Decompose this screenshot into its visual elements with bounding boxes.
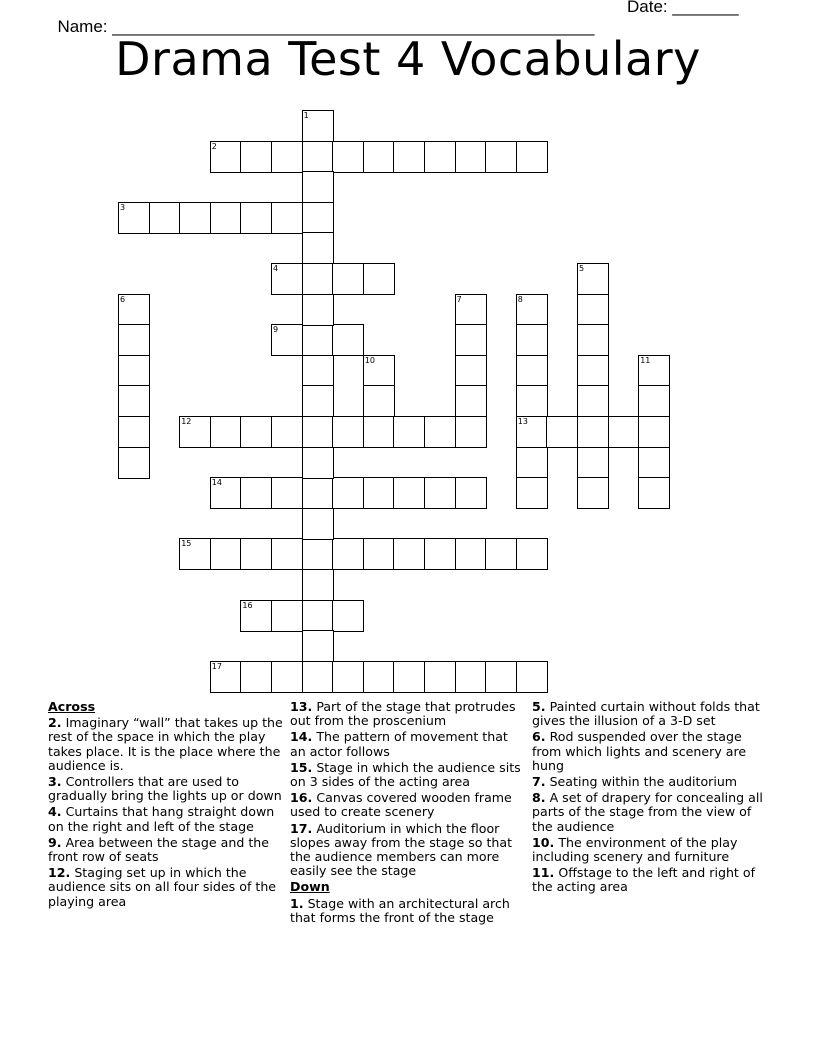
grid-cell[interactable] (240, 538, 272, 570)
grid-cell[interactable] (577, 324, 609, 356)
grid-cell[interactable] (393, 416, 425, 448)
clue-item (290, 822, 526, 879)
name-blank[interactable]: ___________________________________________________ (112, 17, 595, 36)
grid-cell[interactable] (516, 355, 548, 387)
grid-cell[interactable] (363, 263, 395, 295)
grid-cell[interactable] (271, 202, 303, 234)
cell-number: 16 (242, 600, 253, 610)
grid-cell[interactable] (179, 416, 211, 448)
grid-cell[interactable] (363, 385, 395, 417)
grid-cell[interactable] (455, 141, 487, 173)
grid-cell[interactable] (302, 263, 334, 295)
grid-cell[interactable] (455, 294, 487, 326)
grid-cell[interactable] (332, 477, 364, 509)
cell-number: 10 (364, 355, 375, 365)
grid-cell[interactable] (332, 538, 364, 570)
grid-cell[interactable] (485, 661, 517, 693)
clue-item (532, 775, 768, 789)
across-clue-list-1 (48, 716, 284, 909)
clue-number: 14. (290, 729, 313, 745)
grid-cell[interactable] (393, 538, 425, 570)
grid-cell[interactable] (424, 661, 456, 693)
grid-cell[interactable] (302, 110, 334, 142)
grid-cell[interactable] (302, 416, 334, 448)
clue-text: Area between the stage and the front row of seats (48, 834, 270, 865)
clue-number: 4. (48, 804, 62, 820)
grid-cell[interactable] (118, 447, 150, 479)
grid-cell[interactable] (455, 385, 487, 417)
clue-item (290, 761, 526, 789)
clue-text: Curtains that hang straight down on the right and left of the stage (48, 804, 275, 834)
grid-cell[interactable] (302, 447, 334, 479)
clue-item (532, 700, 768, 728)
grid-cell[interactable] (516, 661, 548, 693)
grid-cell[interactable] (608, 416, 640, 448)
grid-cell[interactable] (363, 416, 395, 448)
cell-number: 13 (517, 417, 528, 426)
clue-number: 7. (532, 774, 546, 790)
clue-text: Seating within the auditorium (545, 774, 738, 790)
grid-cell[interactable] (179, 538, 211, 570)
cell-number: 1 (303, 111, 309, 120)
grid-cell[interactable] (393, 477, 425, 509)
page-title: Drama Test 4 Vocabulary (115, 32, 701, 86)
grid-cell[interactable] (271, 538, 303, 570)
grid-cell[interactable] (424, 416, 456, 448)
clue-text: A set of drapery for concealing all parts of the stage from the view of the audience (532, 790, 763, 834)
clue-number: 8. (532, 790, 546, 806)
grid-cell[interactable] (302, 385, 334, 417)
grid-cell[interactable] (577, 447, 609, 479)
cell-number: 5 (579, 264, 585, 273)
grid-cell[interactable] (210, 202, 242, 234)
cell-number: 2 (211, 141, 217, 151)
clue-item (48, 775, 284, 803)
grid-cell[interactable] (271, 324, 303, 356)
grid-cell[interactable] (485, 538, 517, 570)
grid-cell[interactable] (363, 355, 395, 387)
clue-number: 5. (532, 699, 546, 714)
clue-column-3 (532, 700, 768, 897)
grid-cell[interactable] (516, 538, 548, 570)
clue-column-2 (290, 700, 526, 927)
clue-item (532, 730, 768, 773)
grid-cell[interactable] (577, 263, 609, 295)
clue-item (532, 836, 768, 864)
grid-cell[interactable] (638, 355, 670, 387)
grid-cell[interactable] (516, 294, 548, 326)
grid-cell[interactable] (302, 232, 334, 264)
grid-cell[interactable] (332, 263, 364, 295)
grid-cell[interactable] (302, 538, 334, 570)
grid-cell[interactable] (455, 324, 487, 356)
grid-cell[interactable] (118, 324, 150, 356)
grid-cell[interactable] (363, 538, 395, 570)
grid-cell[interactable] (302, 477, 334, 509)
grid-cell[interactable] (516, 385, 548, 417)
grid-cell[interactable] (210, 661, 242, 693)
cell-number: 11 (640, 355, 651, 365)
grid-cell[interactable] (210, 141, 242, 173)
name-label: Name: (57, 17, 108, 36)
grid-cell[interactable] (302, 355, 334, 387)
grid-cell[interactable] (302, 141, 334, 173)
clue-text: The pattern of movement that an actor follows (290, 729, 508, 759)
clue-text: Staging set up in which the audience sits on all four sides of the playing area (48, 865, 277, 909)
clue-text: Rod suspended over the stage from which lights and scenery are hung (532, 729, 747, 773)
cell-number: 7 (456, 294, 462, 304)
clue-text: Painted curtain without folds that gives the illusion of a 3-D set (532, 699, 760, 729)
date-blank[interactable]: _______ (672, 0, 739, 16)
clue-number: 13. (290, 699, 313, 714)
down-heading: Down (290, 879, 330, 895)
clue-number: 1. (290, 895, 304, 911)
clue-text: The environment of the play including scenery and furniture (532, 834, 738, 865)
clue-number: 9. (48, 834, 62, 850)
grid-cell[interactable] (485, 141, 517, 173)
grid-cell[interactable] (332, 661, 364, 693)
grid-cell[interactable] (240, 202, 272, 234)
grid-cell[interactable] (271, 141, 303, 173)
grid-cell[interactable] (302, 324, 334, 356)
grid-cell[interactable] (271, 600, 303, 632)
grid-cell[interactable] (271, 263, 303, 295)
clue-number: 15. (290, 759, 313, 775)
clue-item (290, 700, 526, 728)
clue-number: 2. (48, 715, 62, 731)
header (48, 0, 748, 36)
grid-cell[interactable] (240, 141, 272, 173)
grid-cell[interactable] (302, 661, 334, 693)
clue-text: Stage with an architectural arch that forms the front of the stage (290, 895, 510, 925)
grid-cell[interactable] (179, 202, 211, 234)
grid-cell[interactable] (638, 416, 670, 448)
clue-item (48, 805, 284, 833)
clue-text: Imaginary “wall” that takes up the rest of the space in which the play takes place. It is the place where the audience is. (48, 715, 283, 773)
down-clue-list-1 (290, 897, 526, 925)
grid-cell[interactable] (210, 477, 242, 509)
grid-cell[interactable] (210, 416, 242, 448)
clue-column-1 (48, 700, 284, 911)
grid-cell[interactable] (577, 416, 609, 448)
grid-cell[interactable] (332, 416, 364, 448)
grid-cell[interactable] (240, 661, 272, 693)
grid-cell[interactable] (577, 355, 609, 387)
clue-text: Offstage to the left and right of the acting area (532, 865, 756, 895)
grid-cell[interactable] (302, 294, 334, 326)
clue-item (290, 730, 526, 758)
cell-number: 6 (120, 294, 126, 304)
clue-number: 6. (532, 729, 546, 745)
grid-cell[interactable] (271, 477, 303, 509)
clue-item (290, 791, 526, 819)
clue-number: 10. (532, 834, 555, 850)
grid-cell[interactable] (118, 355, 150, 387)
grid-cell[interactable] (210, 538, 242, 570)
clue-text: Controllers that are used to gradually bring the lights up or down (48, 774, 282, 804)
grid-cell[interactable] (302, 171, 334, 203)
grid-cell[interactable] (516, 141, 548, 173)
grid-cell[interactable] (516, 447, 548, 479)
grid-cell[interactable] (546, 416, 578, 448)
cell-number: 3 (120, 202, 126, 212)
grid-cell[interactable] (332, 141, 364, 173)
grid-cell[interactable] (455, 477, 487, 509)
grid-cell[interactable] (455, 661, 487, 693)
grid-cell[interactable] (638, 385, 670, 417)
cell-number: 12 (181, 417, 192, 426)
across-clue-list-2 (290, 700, 526, 878)
grid-cell[interactable] (302, 508, 334, 540)
grid-cell[interactable] (332, 600, 364, 632)
clue-item (48, 836, 284, 864)
clue-text: Part of the stage that protrudes out from the proscenium (290, 699, 516, 729)
clue-text: Stage in which the audience sits on 3 sides of the acting area (290, 759, 521, 790)
clue-number: 17. (290, 820, 313, 836)
grid-cell[interactable] (240, 600, 272, 632)
clue-number: 11. (532, 865, 555, 881)
grid-cell[interactable] (363, 477, 395, 509)
grid-cell[interactable] (393, 141, 425, 173)
grid-cell[interactable] (302, 569, 334, 601)
clue-text: Canvas covered wooden frame used to create scenery (290, 790, 512, 820)
cell-number: 4 (273, 264, 279, 273)
cell-number: 15 (181, 539, 192, 549)
grid-cell[interactable] (516, 416, 548, 448)
cell-number: 14 (211, 478, 222, 488)
grid-cell[interactable] (393, 661, 425, 693)
grid-cell[interactable] (455, 538, 487, 570)
across-heading: Across (48, 699, 96, 714)
grid-cell[interactable] (240, 477, 272, 509)
grid-cell[interactable] (118, 202, 150, 234)
clue-item (290, 897, 526, 925)
grid-cell[interactable] (271, 416, 303, 448)
clue-item (532, 866, 768, 894)
grid-cell[interactable] (363, 661, 395, 693)
grid-cell[interactable] (363, 141, 395, 173)
grid-cell[interactable] (516, 477, 548, 509)
grid-cell[interactable] (149, 202, 181, 234)
grid-cell[interactable] (577, 477, 609, 509)
grid-cell[interactable] (302, 630, 334, 662)
grid-cell[interactable] (424, 141, 456, 173)
grid-cell[interactable] (302, 600, 334, 632)
grid-cell[interactable] (455, 416, 487, 448)
clue-item (48, 866, 284, 909)
grid-cell[interactable] (638, 447, 670, 479)
clue-number: 16. (290, 790, 313, 806)
grid-cell[interactable] (455, 355, 487, 387)
cell-number: 9 (273, 325, 279, 335)
clue-item (48, 716, 284, 773)
grid-cell[interactable] (118, 416, 150, 448)
grid-cell[interactable] (577, 385, 609, 417)
cell-number: 8 (517, 294, 523, 304)
down-clue-list-2 (532, 700, 768, 895)
grid-cell[interactable] (577, 294, 609, 326)
date-label: Date: (627, 0, 668, 16)
grid-cell[interactable] (118, 385, 150, 417)
grid-cell[interactable] (118, 294, 150, 326)
grid-cell[interactable] (516, 324, 548, 356)
clue-item (532, 791, 768, 834)
clue-number: 3. (48, 774, 62, 790)
clue-number: 12. (48, 865, 71, 881)
grid-cell[interactable] (638, 477, 670, 509)
grid-cell[interactable] (240, 416, 272, 448)
clue-text: Auditorium in which the floor slopes away from the stage so that the audience members can more easily see the stage (290, 820, 513, 879)
grid-cell[interactable] (302, 202, 334, 234)
grid-cell[interactable] (332, 324, 364, 356)
grid-cell[interactable] (424, 477, 456, 509)
grid-cell[interactable] (424, 538, 456, 570)
cell-number: 17 (211, 661, 222, 671)
grid-cell[interactable] (271, 661, 303, 693)
